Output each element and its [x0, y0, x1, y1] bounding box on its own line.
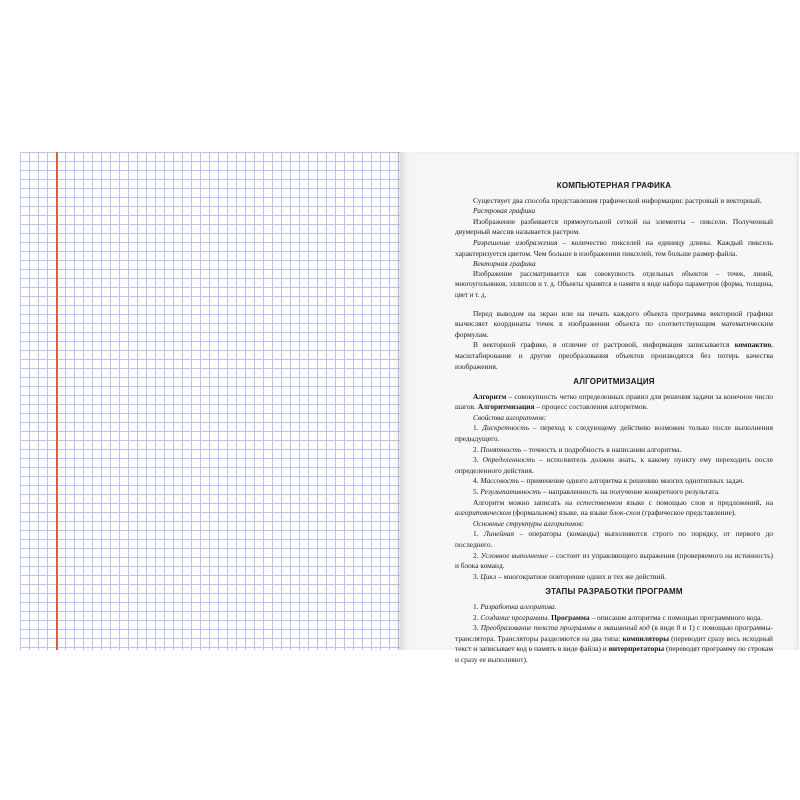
term: Разрешение изображения	[473, 237, 558, 247]
reference-page	[415, 152, 799, 664]
section-title-algo: АЛГОРИТМИЗАЦИЯ	[573, 377, 655, 387]
subheading-structures: Основные структуры алгоритмов:	[473, 518, 585, 528]
list-item: 3. Определенность – исполнитель должен знать, к какому пункту ему переходить после определенного действия.	[455, 455, 773, 475]
list-item: 1. Дискретность – переход к следующему действию возможен только после выполнения предыдущего.	[455, 423, 773, 444]
section-title-graphics: КОМПЬЮТЕРНАЯ ГРАФИКА	[556, 181, 672, 190]
notebook-spread	[20, 152, 799, 664]
subheading-props: Свойства алгоритмов:	[473, 412, 547, 422]
grid-page	[20, 152, 400, 650]
paragraph: Алгоритм – совокупность четко определенных правил для решения задачи за конечное число шагов. Алгоритмизация – процесс составления алгоритмов.	[455, 391, 773, 412]
paragraph: Существует два способа представления графической информации: растровый и векторный.	[473, 195, 762, 205]
subheading-raster: Растровая графика	[473, 206, 536, 216]
list-item: 5. Результативность – направленность на получение конкретного результата.	[473, 487, 720, 497]
list-item: 1. Линейная – операторы (команды) выполняются строго по порядку, от первого до последнего.	[455, 529, 773, 549]
list-item: 2. Условное выполнение – состоит из управляющего выражения (проверяемого на истинность) и блока команд.	[455, 550, 774, 571]
paragraph: Перед выводом на экран или на печать каждого объекта программа векторной графики вычисляет координаты точек в изображении объекта по соответствующим математическим формулам.	[455, 308, 773, 339]
paragraph: Изображение разбивается прямоугольной сеткой на элементы – пиксели. Полученный двумерный массив называется растром.	[455, 216, 773, 237]
list-item: 3. Цикл – многократное повторение одних и тех же действий.	[473, 571, 667, 581]
subheading-vector: Векторная графика	[473, 259, 536, 269]
paragraph: Алгоритм можно записать на естественном языке с помощью слов и предложений, на алгоритмическом (формальном) языке, на языке блок-схем (графическое представление).	[455, 497, 773, 518]
list-item: 2. Понятность – точность и подробность в написании алгоритма.	[473, 444, 682, 454]
paragraph: Изображение рассматривается как совокупность отдельных объектов – точек, линий, многоугольников, эллипсов и т. д. Объекты хранятся в памяти в виде набора параметров (форма, толщина, цвет и т. д.	[455, 270, 773, 299]
reference-content	[455, 181, 773, 666]
list-item: 1. Разработка алгоритма.	[473, 601, 557, 611]
margin-line	[56, 152, 58, 650]
paragraph: В векторной графике, в отличие от растровой, информация записывается компактно, масштабирование и другие преобразования объектов производятся без потерь качества изображения.	[455, 340, 773, 371]
section-title-dev: ЭТАПЫ РАЗРАБОТКИ ПРОГРАММ	[545, 587, 683, 597]
list-item: 3. Преобразование текста программы в машинный код (в виде 0 и 1) с помощью программы-транслятора. Трансляторы разделяются на два типа: компиляторы (переводит сразу весь исходный текст и записывает код в память в виде файла) и интерпретаторы (переводят программу по строкам и сразу ее выполняют).	[455, 623, 773, 664]
list-item: 4. Массовость – применение одного алгоритма к решению многих однотипных задач.	[473, 476, 745, 486]
paragraph: Разрешение изображения – количество пикселей на единицу длины. Каждый пиксель характеризуется цветом. Чем больше в изображении пикселей, тем больше размер файла.	[455, 237, 773, 258]
list-item: 2. Создание программы. Программа – описание алгоритма с помощью программного кода.	[473, 612, 763, 622]
